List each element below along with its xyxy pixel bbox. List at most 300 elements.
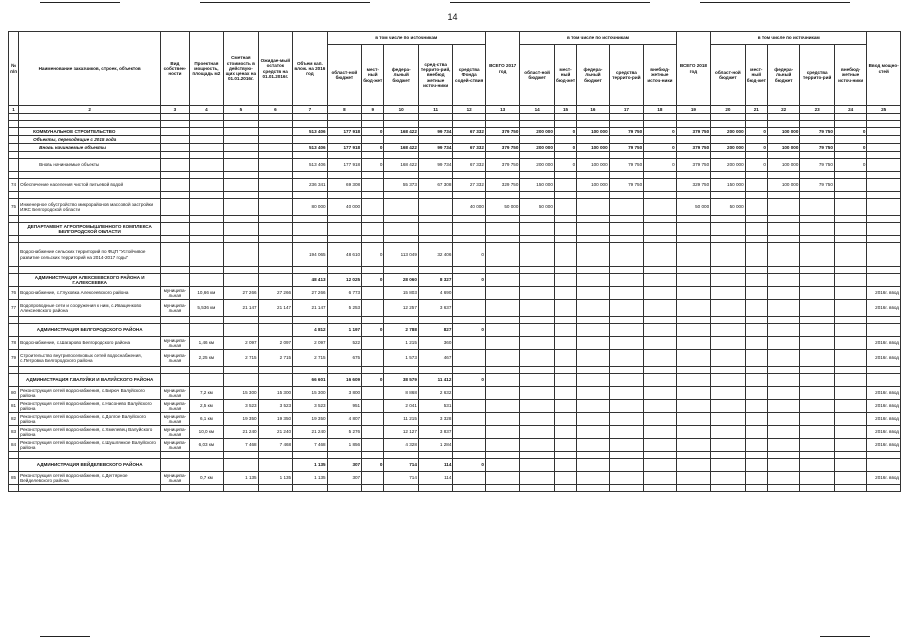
object-name-cell [19, 172, 161, 179]
value-cell [485, 287, 520, 300]
value-cell [644, 274, 676, 287]
value-cell: 0 [362, 144, 384, 152]
row-number-cell: 80 [9, 387, 19, 400]
column-number: 22 [767, 106, 799, 114]
table-row [9, 367, 901, 374]
value-cell [258, 374, 293, 387]
value-cell: 79 750 [800, 144, 835, 152]
value-cell [711, 324, 746, 337]
value-cell: 19 350 [258, 413, 293, 426]
object-name-cell [19, 121, 161, 128]
object-name-cell: Объекты, переходящие с 2015 года [19, 136, 161, 144]
value-cell [189, 324, 224, 337]
value-cell [520, 439, 555, 452]
value-cell [800, 136, 835, 144]
value-cell [676, 192, 711, 199]
value-cell [767, 114, 799, 121]
row-number-cell [9, 243, 19, 267]
value-cell [520, 426, 555, 439]
value-cell [327, 216, 362, 223]
value-cell [485, 400, 520, 413]
value-cell [609, 216, 644, 223]
value-cell: 1 573 [384, 350, 419, 367]
value-cell [258, 159, 293, 172]
value-cell [161, 317, 189, 324]
value-cell [554, 114, 576, 121]
value-cell [161, 152, 189, 159]
value-cell [867, 136, 901, 144]
value-cell [609, 374, 644, 387]
col-header-18: внебюд-жетные источ-ники [644, 45, 676, 106]
value-cell [362, 317, 384, 324]
value-cell [554, 287, 576, 300]
value-cell [485, 192, 520, 199]
value-cell [453, 236, 485, 243]
table-row [9, 179, 901, 192]
value-cell [485, 387, 520, 400]
value-cell [418, 267, 453, 274]
value-cell [554, 236, 576, 243]
value-cell [554, 485, 576, 492]
value-cell [362, 337, 384, 350]
value-cell: 200 000 [711, 144, 746, 152]
value-cell: 1 284 [418, 439, 453, 452]
value-cell: 4 690 [418, 287, 453, 300]
table-body [9, 106, 901, 492]
value-cell [834, 459, 866, 472]
value-cell [745, 374, 767, 387]
value-cell [554, 243, 576, 267]
value-cell: 15 300 [258, 387, 293, 400]
value-cell [711, 243, 746, 267]
table-row [9, 300, 901, 317]
value-cell: 99 734 [418, 128, 453, 136]
value-cell [767, 199, 799, 216]
value-cell [711, 452, 746, 459]
value-cell [453, 350, 485, 367]
value-cell [293, 136, 328, 144]
table-row [9, 121, 901, 128]
value-cell [453, 367, 485, 374]
value-cell [384, 267, 419, 274]
value-cell [867, 144, 901, 152]
table-row [9, 267, 901, 274]
value-cell [767, 300, 799, 317]
value-cell: 0 [644, 128, 676, 136]
value-cell [577, 367, 609, 374]
value-cell [554, 274, 576, 287]
object-name-cell [19, 152, 161, 159]
value-cell [745, 179, 767, 192]
value-cell: 177 918 [327, 128, 362, 136]
row-number-cell [9, 159, 19, 172]
value-cell [745, 274, 767, 287]
value-cell [867, 317, 901, 324]
value-cell [224, 114, 259, 121]
value-cell [745, 367, 767, 374]
value-cell [577, 216, 609, 223]
value-cell [418, 152, 453, 159]
value-cell [224, 121, 259, 128]
value-cell [577, 300, 609, 317]
value-cell [258, 243, 293, 267]
value-cell [609, 413, 644, 426]
value-cell [453, 300, 485, 317]
object-name-cell: Обеспечение населения чистой питьевой водой [19, 179, 161, 192]
column-number: 10 [384, 106, 419, 114]
value-cell [711, 136, 746, 144]
value-cell [485, 350, 520, 367]
value-cell: 12 127 [384, 426, 419, 439]
value-cell [224, 452, 259, 459]
value-cell [676, 400, 711, 413]
value-cell: 2,5 км [189, 400, 224, 413]
value-cell [867, 223, 901, 236]
value-cell: 2,25 км [189, 350, 224, 367]
value-cell [293, 267, 328, 274]
value-cell [609, 287, 644, 300]
value-cell [327, 121, 362, 128]
value-cell [577, 223, 609, 236]
row-number-cell: 78 [9, 337, 19, 350]
value-cell: 0 [453, 274, 485, 287]
value-cell [745, 439, 767, 452]
value-cell: 0 [362, 459, 384, 472]
value-cell [767, 387, 799, 400]
value-cell [485, 452, 520, 459]
value-cell [485, 136, 520, 144]
top-rule-far [700, 2, 850, 3]
value-cell [453, 400, 485, 413]
value-cell [362, 485, 384, 492]
value-cell: 379 750 [676, 128, 711, 136]
value-cell [258, 152, 293, 159]
value-cell: 194 065 [293, 243, 328, 267]
value-cell [644, 350, 676, 367]
row-number-cell [9, 172, 19, 179]
value-cell [609, 274, 644, 287]
value-cell: 66 601 [293, 374, 328, 387]
value-cell [520, 192, 555, 199]
value-cell [676, 459, 711, 472]
value-cell: 0 [362, 243, 384, 267]
value-cell [189, 374, 224, 387]
value-cell [800, 350, 835, 367]
value-cell [867, 236, 901, 243]
value-cell [554, 179, 576, 192]
value-cell: 0 [362, 128, 384, 136]
value-cell: 100 000 [767, 128, 799, 136]
column-number: 20 [711, 106, 746, 114]
value-cell [384, 223, 419, 236]
object-name-cell: Водопроводные сети и сооружения к ним, с.Иващенково Алексеевского района [19, 300, 161, 317]
value-cell [485, 152, 520, 159]
bottom-rule-left [40, 636, 90, 637]
object-name-cell [19, 216, 161, 223]
object-name-cell: Водоснабжение сельских территорий по ФЦП "Устойчивое развитие сельских территорий на 2014-2017 годы" [19, 243, 161, 267]
value-cell [745, 413, 767, 426]
value-cell [258, 367, 293, 374]
value-cell [834, 367, 866, 374]
col-header-23: средства террито-рий [800, 45, 835, 106]
value-cell [577, 350, 609, 367]
value-cell [485, 367, 520, 374]
value-cell [834, 413, 866, 426]
value-cell [577, 114, 609, 121]
value-cell [189, 128, 224, 136]
value-cell: 1,46 км [189, 337, 224, 350]
value-cell [609, 267, 644, 274]
value-cell [362, 216, 384, 223]
value-cell [711, 274, 746, 287]
value-cell [767, 223, 799, 236]
value-cell [258, 274, 293, 287]
row-number-cell [9, 216, 19, 223]
value-cell [800, 387, 835, 400]
value-cell [485, 236, 520, 243]
value-cell: 0 [362, 159, 384, 172]
row-number-cell [9, 452, 19, 459]
value-cell [520, 287, 555, 300]
value-cell [577, 374, 609, 387]
value-cell: 379 750 [676, 144, 711, 152]
value-cell: 2 788 [384, 324, 419, 337]
value-cell: муниципа-льная [161, 439, 189, 452]
value-cell: 7 468 [293, 439, 328, 452]
object-name-cell: Вновь начинаемые объекты [19, 159, 161, 172]
value-cell [711, 192, 746, 199]
object-name-cell: Реконструкция сетей водоснабжения, с.Дегтярное Вейделевского района [19, 472, 161, 485]
value-cell: 168 422 [384, 159, 419, 172]
value-cell [520, 459, 555, 472]
value-cell [834, 400, 866, 413]
value-cell [676, 300, 711, 317]
value-cell [644, 300, 676, 317]
value-cell [577, 485, 609, 492]
value-cell: 21 147 [293, 300, 328, 317]
value-cell [258, 485, 293, 492]
value-cell: муниципа-льная [161, 400, 189, 413]
value-cell [293, 236, 328, 243]
value-cell [258, 199, 293, 216]
value-cell [745, 267, 767, 274]
value-cell: 3 800 [327, 387, 362, 400]
value-cell [327, 114, 362, 121]
value-cell [485, 172, 520, 179]
value-cell: 21 240 [224, 426, 259, 439]
value-cell: 4 812 [293, 324, 328, 337]
value-cell: 10,0 км [189, 426, 224, 439]
value-cell [577, 400, 609, 413]
value-cell: 513 406 [293, 159, 328, 172]
value-cell [711, 472, 746, 485]
value-cell: 200 000 [711, 128, 746, 136]
value-cell: 79 750 [609, 128, 644, 136]
value-cell [293, 317, 328, 324]
value-cell: 100 000 [577, 144, 609, 152]
value-cell [834, 387, 866, 400]
column-number: 8 [327, 106, 362, 114]
value-cell: 4 328 [384, 439, 419, 452]
value-cell [362, 114, 384, 121]
column-number: 16 [577, 106, 609, 114]
value-cell [800, 367, 835, 374]
value-cell [189, 267, 224, 274]
value-cell [189, 144, 224, 152]
value-cell: 40 000 [453, 199, 485, 216]
top-rule-left [40, 2, 120, 3]
value-cell [676, 485, 711, 492]
value-cell [189, 179, 224, 192]
value-cell [189, 459, 224, 472]
value-cell: 307 [327, 459, 362, 472]
value-cell: 100 000 [577, 128, 609, 136]
value-cell [161, 374, 189, 387]
object-name-cell [19, 236, 161, 243]
value-cell [362, 413, 384, 426]
table-row [9, 159, 901, 172]
value-cell: 0 [834, 128, 866, 136]
value-cell [161, 179, 189, 192]
row-number-cell [9, 121, 19, 128]
value-cell [362, 439, 384, 452]
value-cell: 55 373 [384, 179, 419, 192]
col-header-7: Объем кап. влож. на 2016 год [293, 32, 328, 106]
value-cell [258, 144, 293, 152]
col-header-20: област-ной бюджет [711, 45, 746, 106]
value-cell [800, 452, 835, 459]
value-cell: 12 025 [327, 274, 362, 287]
value-cell [189, 452, 224, 459]
value-cell [554, 324, 576, 337]
value-cell: 379 750 [485, 159, 520, 172]
value-cell: 15 300 [224, 387, 259, 400]
column-number: 13 [485, 106, 520, 114]
value-cell [867, 152, 901, 159]
value-cell: 21 147 [224, 300, 259, 317]
value-cell [384, 216, 419, 223]
value-cell [554, 136, 576, 144]
value-cell [711, 350, 746, 367]
value-cell: 2 097 [224, 337, 259, 350]
value-cell [800, 485, 835, 492]
value-cell: 2016г. ввод [867, 337, 901, 350]
value-cell [189, 243, 224, 267]
value-cell [867, 192, 901, 199]
group-header-2018: в том числе по источникам [711, 32, 867, 45]
value-cell [644, 426, 676, 439]
value-cell [224, 192, 259, 199]
table-row [9, 472, 901, 485]
value-cell [258, 114, 293, 121]
value-cell [767, 267, 799, 274]
object-name-cell: АДМИНИСТРАЦИЯ Г.ВАЛУЙКИ И ВАЛУЙСКОГО РАЙОНА [19, 374, 161, 387]
value-cell [362, 287, 384, 300]
value-cell [418, 199, 453, 216]
column-number: 18 [644, 106, 676, 114]
value-cell [711, 374, 746, 387]
value-cell [800, 472, 835, 485]
value-cell [644, 452, 676, 459]
value-cell [767, 172, 799, 179]
value-cell: 329 750 [676, 179, 711, 192]
table-row [9, 287, 901, 300]
table-row [9, 317, 901, 324]
value-cell [834, 374, 866, 387]
object-name-cell: АДМИНИСТРАЦИЯ ВЕЙДЕЛЕВСКОГО РАЙОНА [19, 459, 161, 472]
value-cell: 0 [745, 159, 767, 172]
value-cell [745, 324, 767, 337]
value-cell: 7 468 [258, 439, 293, 452]
table-row [9, 114, 901, 121]
value-cell [800, 216, 835, 223]
value-cell [485, 459, 520, 472]
value-cell [609, 452, 644, 459]
value-cell [834, 179, 866, 192]
value-cell [644, 387, 676, 400]
value-cell [834, 452, 866, 459]
value-cell [418, 452, 453, 459]
value-cell [224, 216, 259, 223]
value-cell [867, 267, 901, 274]
value-cell [800, 426, 835, 439]
value-cell [711, 172, 746, 179]
column-number: 24 [834, 106, 866, 114]
value-cell: 67 332 [453, 128, 485, 136]
value-cell: 21 240 [258, 426, 293, 439]
value-cell [577, 387, 609, 400]
value-cell [676, 172, 711, 179]
value-cell: 21 240 [293, 426, 328, 439]
value-cell: 100 000 [767, 179, 799, 192]
value-cell [384, 136, 419, 144]
value-cell [485, 374, 520, 387]
value-cell: 1 856 [327, 439, 362, 452]
value-cell [485, 324, 520, 337]
value-cell [224, 144, 259, 152]
value-cell [224, 152, 259, 159]
value-cell [258, 136, 293, 144]
value-cell [224, 374, 259, 387]
value-cell [384, 485, 419, 492]
object-name-cell [19, 367, 161, 374]
value-cell: 2016г. ввод [867, 472, 901, 485]
value-cell [258, 216, 293, 223]
value-cell [224, 243, 259, 267]
value-cell [224, 317, 259, 324]
column-number: 9 [362, 106, 384, 114]
value-cell [224, 367, 259, 374]
value-cell: 6,03 км [189, 439, 224, 452]
value-cell [800, 324, 835, 337]
col-header-1: № п/п [9, 32, 19, 106]
value-cell [609, 324, 644, 337]
value-cell [554, 439, 576, 452]
value-cell: 0 [362, 274, 384, 287]
value-cell: 50 000 [520, 199, 555, 216]
value-cell [327, 172, 362, 179]
value-cell [384, 199, 419, 216]
value-cell [767, 374, 799, 387]
value-cell [362, 472, 384, 485]
value-cell: 177 918 [327, 144, 362, 152]
value-cell: 513 406 [293, 128, 328, 136]
value-cell [224, 274, 259, 287]
value-cell [258, 179, 293, 192]
value-cell [554, 337, 576, 350]
value-cell [577, 274, 609, 287]
row-number-cell [9, 459, 19, 472]
